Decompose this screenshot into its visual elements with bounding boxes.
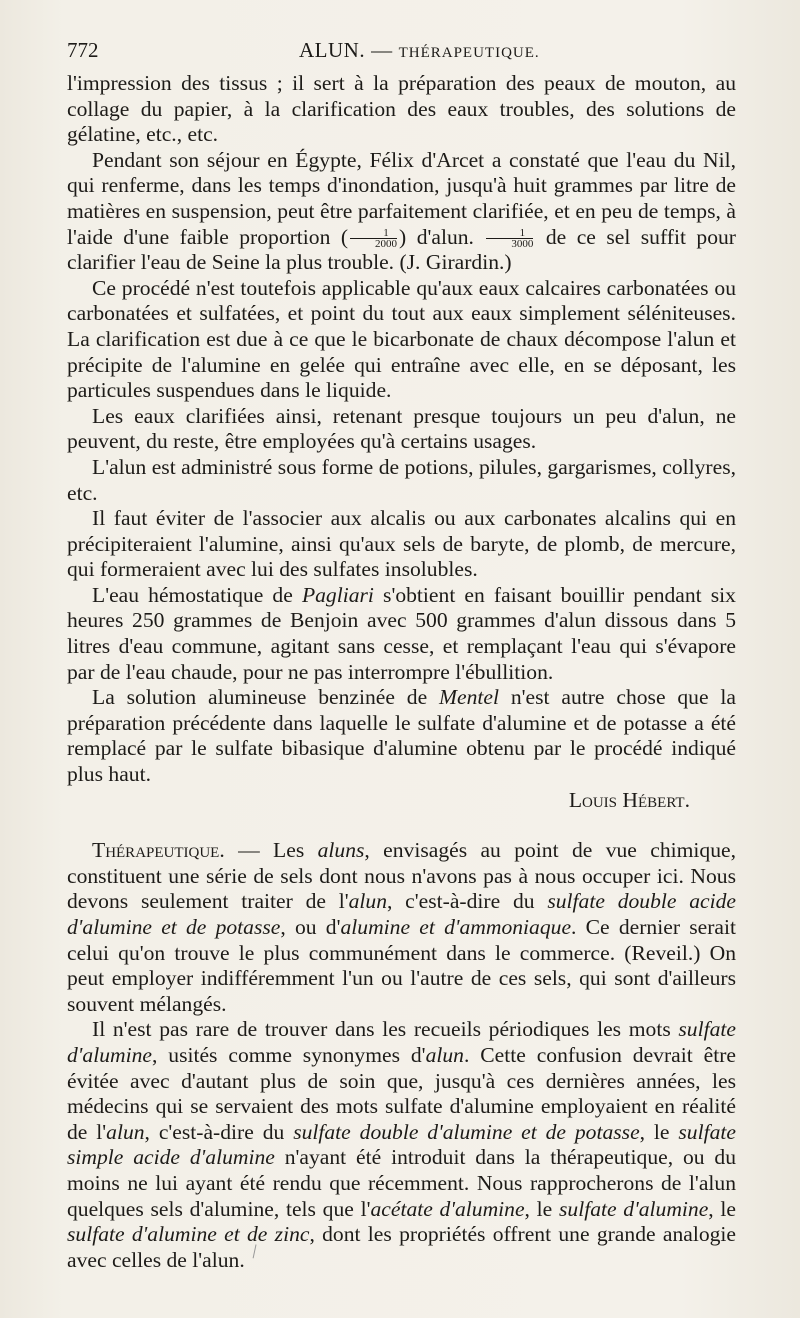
term-alun: alun — [348, 889, 388, 914]
paragraph-mentel — [67, 685, 736, 787]
term-sulfate-alumine: sulfate d'alumine — [67, 1017, 736, 1067]
paragraph-eviter: Il faut éviter de l'associer aux alcalis ou aux carbonates alcalins qui en précipiteraient l'alumine, ainsi qu'aux sels de baryte, de plomb, de mercure, qui formeraient avec lui des sulfates insolubles. — [67, 506, 736, 582]
running-title-section: THÉRAPEUTIQUE. — [398, 45, 540, 61]
recueils-text-i: , dont les propriétés offrent une grande analogie avec celles de l'alun. — [67, 1222, 736, 1272]
darcet-text-b: ) d'alun. — [399, 224, 474, 249]
pagliari-text-b: s'obtient en faisant bouillir pendant six heures 250 grammes de Benjoin avec 500 grammes d'alun dissous dans 5 litres d'eau commune, agitant sans cesse, et remplaçant l'eau qui s'évapore par de l'eau chaude, pour ne pas interrompre l'ébullition. — [67, 582, 736, 684]
fraction-denominator: 3000 — [511, 238, 534, 251]
mentel-text-a: La solution alumineuse benzinée de — [92, 685, 428, 710]
term-sulfate-alumine: sulfate d'alumine — [559, 1196, 709, 1221]
therapeutique-text-b: , envisagés au point de vue chimique, constituent une série de sels dont nous n'avons pas à nous occuper ici. Nous devons seulement traiter de l' — [67, 838, 736, 914]
term-alun: alun — [425, 1042, 464, 1067]
term-sulfate-double: sulfate double acide d'alumine et de potasse — [67, 889, 736, 939]
running-header — [67, 38, 739, 66]
recueils-text-a: Il n'est pas rare de trouver dans les recueils périodiques les mots — [92, 1017, 671, 1042]
section-label: Thérapeutique. — [92, 838, 225, 863]
paragraph-recueils — [67, 1017, 736, 1273]
running-title-dash: — — [371, 38, 393, 62]
term-sulfate-simple: sulfate simple acide d'alumine — [67, 1119, 736, 1170]
term-aluns: aluns — [317, 838, 365, 863]
therapeutique-text-e: . Ce dernier serait celui qu'on trouve le plus communément dans le commerce. (Reveil.) On peut employer indifféremment l'un ou l'autre de ces sels, qui sont d'ailleurs souvent mélangés. — [67, 915, 736, 1016]
recueils-text-e: , le — [639, 1119, 670, 1144]
darcet-text-c: de ce sel suffit pour clarifier l'eau de Seine la plus trouble. (J. Girardin.) — [67, 224, 736, 275]
fraction-numerator: 1 — [350, 228, 397, 239]
recueils-text-h: , le — [708, 1196, 737, 1221]
fraction-one-3000 — [486, 228, 533, 249]
page-number: 772 — [67, 38, 99, 62]
paragraph-eaux-clarifiees: Les eaux clarifiées ainsi, retenant presque toujours un peu d'alun, ne peuvent, du reste, être employées qu'à certains usages. — [67, 403, 736, 454]
paragraph-procede: Ce procédé n'est toutefois applicable qu'aux eaux calcaires carbonatées ou carbonatées et sulfatées, et point du tout aux eaux simplement séléniteuses. La clarification est due à ce que le bicarbonate de chaux décompose l'alun et précipite de l'alumine en gelée qui entraîne avec elle, en se déposant, les particules suspendues dans le liquide. — [67, 275, 736, 403]
mentel-text-b: n'est autre chose que la préparation précédente dans laquelle le sulfate d'alumine et de potasse a été remplacé par le sulfate bibasique d'alumine obtenu par le procédé indiqué plus haut. — [67, 685, 736, 787]
fraction-denominator: 2000 — [375, 238, 398, 251]
therapeutique-text-a: — Les — [238, 838, 305, 863]
recueils-text-f: n'ayant été introduit dans la thérapeutique, ou du moins ne lui ayant été rendu que récemment. Nous rapprocherons de l'alun quelques sels d'alumine, tels que l' — [67, 1145, 737, 1221]
term-sulfate-zinc: sulfate d'alumine et de zinc — [67, 1222, 310, 1247]
paragraph-therapeutique — [67, 838, 736, 1017]
term-acetate: acétate d'alumine — [370, 1196, 525, 1221]
section-gap — [67, 813, 736, 838]
paragraph-pagliari — [67, 583, 736, 685]
therapeutique-text-c: , c'est-à-dire du — [387, 889, 535, 914]
pagliari-text-a: L'eau hémostatique de — [92, 582, 293, 607]
darcet-text-a: Pendant son séjour en Égypte, Félix d'Arcet a constaté que l'eau du Nil, qui renferme, dans les temps d'inondation, jusqu'à huit grammes par litre de matières en suspension, peut être parfaitement clarifiée, et en peu de temps, à l'aide d'une faible proportion ( — [67, 147, 736, 249]
term-ammoniaque: alumine et d'ammoniaque — [340, 915, 572, 939]
recueils-text-c: . Cette confusion devrait être évitée avec d'autant plus de soin que, jusqu'à ces dernières années, les médecins qui se servaient des mots sulfate d'alumine employaient en réalité de l' — [67, 1042, 736, 1144]
fraction-one-2000 — [350, 228, 397, 249]
term-sulfate-double: sulfate double d'alumine et de potasse — [293, 1119, 640, 1144]
recueils-text-b: , usités comme synonymes d' — [151, 1042, 426, 1067]
recueils-text-g: , le — [524, 1196, 553, 1221]
running-title — [299, 38, 540, 63]
paragraph-darcet — [67, 148, 736, 276]
mentel-name: Mentel — [439, 685, 499, 710]
recueils-text-d: , c'est-à-dire du — [144, 1119, 285, 1144]
term-alun: alun — [106, 1119, 145, 1144]
fraction-numerator: 1 — [486, 228, 533, 239]
signature-line — [67, 788, 736, 814]
body-text — [67, 71, 736, 1273]
paragraph-administration: L'alun est administré sous forme de potions, pilules, gargarismes, collyres, etc. — [67, 454, 736, 505]
running-title-main: ALUN. — [299, 38, 366, 62]
paragraph-continued: l'impression des tissus ; il sert à la préparation des peaux de mouton, au collage du papier, à la clarification des eaux troubles, des solutions de gélatine, etc., etc. — [67, 71, 736, 147]
author-signature: Louis Hébert. — [568, 787, 690, 812]
pagliari-name: Pagliari — [301, 582, 374, 607]
therapeutique-text-d: , ou d' — [280, 915, 341, 939]
